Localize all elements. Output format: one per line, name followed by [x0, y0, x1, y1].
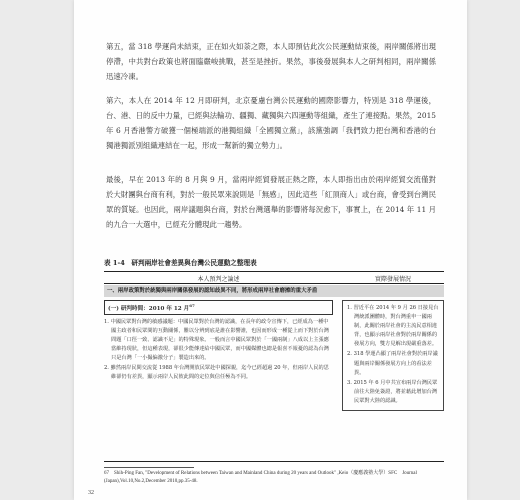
- header-left: 本人預判之論述: [197, 276, 240, 283]
- comparison-table: [104, 271, 444, 461]
- footnote-ref: 67: [189, 303, 195, 308]
- book-page: [74, 0, 467, 500]
- table-caption: 表 1-4 研判兩岸社會差異與台灣公民運動之整理表: [104, 259, 257, 267]
- paragraph-sixth: 第六，本人在 2014 年 12 月即研判，北京憂慮台灣公民運動的國際影響力，特別是 318 學運後，台、港、日的反中力量，已經與法輪功、疆獨、藏獨與六四運動等組織，產生了連接點。果然，2015 年 6 月香港警方破獲一個極端派的港獨組織「全國獨立黨」，該黨強調「我們致力把台灣和香港的台獨港獨派別組織連結在一起，形成一幫新的獨立勢力」。: [106, 96, 436, 150]
- paragraph-last: 最後，早在 2013 年的 8 月與 9 月，當兩岸經貿發展正熱之際，本人即指出由於兩岸經貿交流僅對於大財團與台商有利，對於一般民眾來說則是「無感」，因此這些「紅頂商人」或台商，會受到台灣民眾的質疑。也因此，兩岸議題與台商，對於台灣選舉的影響將每況愈下，事實上，在 2014 年 11 月的九合一大選中，已經充分體現此一趨勢。: [106, 175, 436, 229]
- page-number: 32: [88, 490, 94, 496]
- right-column: [342, 300, 444, 411]
- actual-development-box: [342, 300, 444, 411]
- judgment-time-text: (一) 研判時間：2010 年 12 月: [108, 305, 190, 312]
- footnote-67: 67 Shih-Ping Fan, "Development of Relations between Taiwan and Mainland China during 20 years and Outlook" ,Keio（慶應義塾大學）SFC Journal (Japan),Vol.10,No.2,December 2010,pp.35-48.: [104, 471, 417, 484]
- left-column: [104, 300, 333, 384]
- table-bottom-rule: [104, 461, 444, 462]
- paragraph-fifth: 第五，當 318 學運尚未結束，正在如火如荼之際，本人即預估此次公民運動結束後，兩岸關係將出現停滯，中共對台政策也將面臨嚴峻挑戰，甚至是挫折。果然，事後發展與本人之研判相同，兩岸關係迅速冷凍。: [106, 42, 436, 81]
- header-right: 實際發展情況: [374, 276, 411, 283]
- footnote-rule: [104, 467, 194, 468]
- judgment-time-box: [104, 300, 333, 315]
- right-item-3: 3. 2015 年 6 月中共宣布兩岸台灣民眾前往大陸免簽證，將並藉此增加台灣民眾對大陸的認識。: [347, 379, 438, 404]
- section-band: 一、兩岸政策對於統獨與兩岸關係發展的認知歧異不同，將形成兩岸社會磨擦的重大矛盾: [104, 285, 444, 297]
- left-item-1: 1. 中國民眾對台灣的敏感議題：中國民眾對於台灣的認識，在長年的政令宣傳下，已經成為一種中國主政者和民眾間的互動關係，難以分辨到底是誰在影響誰，也因而形成一種從上而下對於台灣問題「口徑一致、認識不足」的特殊現象。一般而言中國民眾對於「一國兩制」八成以上主張應當維持現狀，但這種表現，卻很少能傳達給中國民眾，而中國媒體也總是報喜不報憂的認為台灣只是台灣「一小撮偏激分子」製造出來的。: [104, 318, 329, 362]
- right-item-1: 1. 習近平在 2014 年 9 月 26 日接見台灣統派團體時，對台灣重申一國兩制，此關於兩岸社會的主流民意相違背，也顯示兩岸社會對於兩岸關係的發展方向，雙方見解出現嚴重落差。: [347, 305, 439, 348]
- table-header-row: [104, 271, 444, 284]
- left-item-2: 2. 雖然兩岸民間交流從 1988 年台灣開放民眾赴中國探親，迄今已經超過 20 年，但兩岸人民的思維卻仍有差異，顯示兩岸人民彼此間的定位與信任極為不同。: [104, 365, 329, 381]
- right-item-2: 2. 318 學運凸顯了兩岸社會對於兩岸議題與兩岸關係發展方向上的看法差異。: [347, 351, 438, 376]
